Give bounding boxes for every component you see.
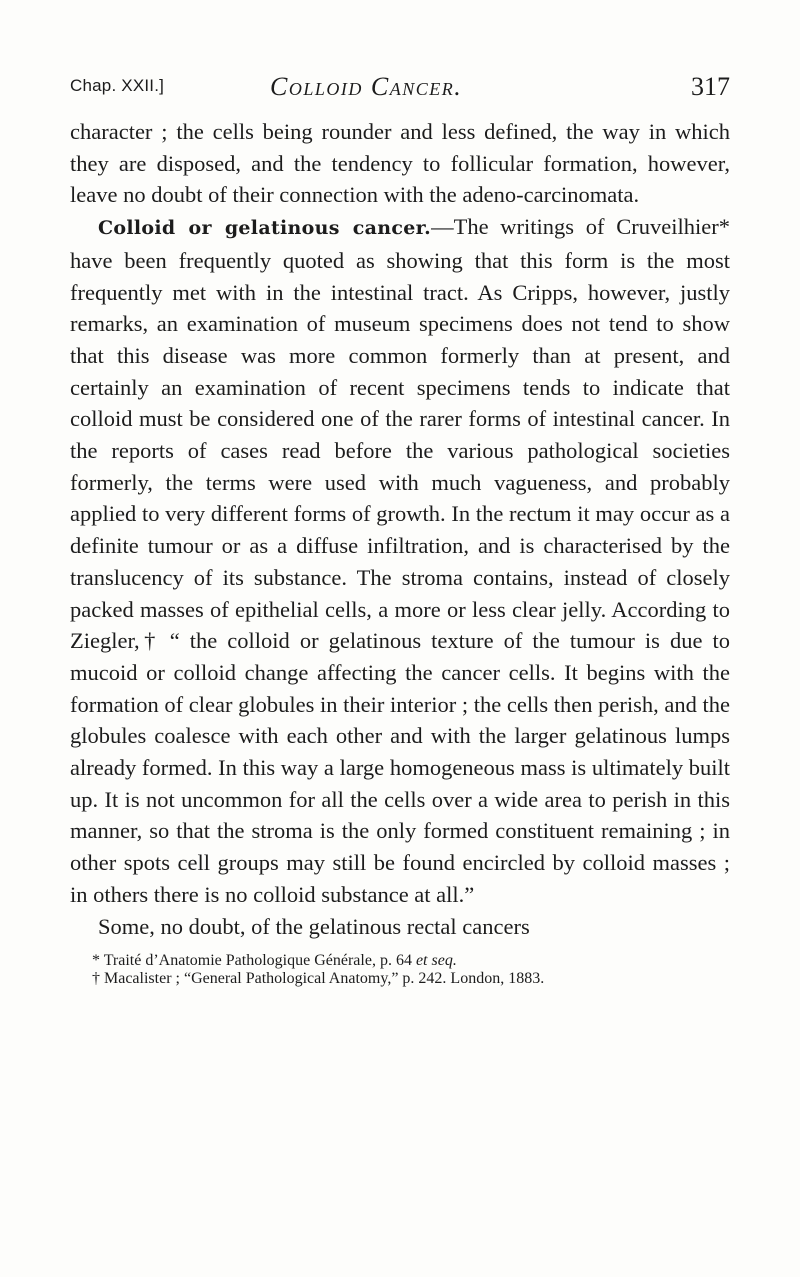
- footnote-1-etseq: et seq.: [415, 952, 457, 970]
- footnote-2: † Macalister ; “General Pathological Anatomy,” p. 242. London, 1883.: [92, 970, 545, 988]
- body-text: [70, 116, 730, 942]
- footnote-1: [70, 952, 730, 970]
- chapter-label: Chap. XXII.]: [70, 76, 165, 95]
- running-title: Colloid Cancer.: [270, 72, 463, 101]
- page-number: 317: [691, 72, 730, 101]
- paragraph-3: Some, no doubt, of the gelatinous rectal cancers: [98, 913, 530, 939]
- running-header: [70, 70, 730, 116]
- paragraph-2-text: —The writings of Cruveilhier* have been frequently quoted as showing that this form is the most frequently met with in the intestinal tract. As Cripps, however, justly remarks, an examination of museum specimens does not tend to show that this disease was more common formerly than at present, and certainly an examination of recent specimens tends to indicate that colloid must be considered one of the rarer forms of intestinal cancer. In the reports of cases read before the various pathological societies formerly, the terms were used with much vagueness, and probably applied to very different forms of growth. In the rectum it may occur as a definite tumour or as a diffuse infiltration, and is characterised by the translucency of its substance. The stroma contains, instead of closely packed masses of epithelial cells, a more or less clear jelly. According to Ziegler,† “ the colloid or gelatinous texture of the tumour is due to mucoid or colloid change affecting the cancer cells. It begins with the formation of clear globules in their interior ; the cells then perish, and the globules coalesce with each other and with the larger gelatinous lumps already formed. In this way a large homogeneous mass is ultimately built up. It is not uncommon for all the cells over a wide area to perish in this manner, so that the stroma is the only formed constituent remaining ; in other spots cell groups may still be found encircled by colloid masses ; in others there is no colloid substance at all.”: [70, 214, 730, 907]
- section-heading: Colloid or gelatinous cancer.: [98, 217, 432, 240]
- paragraph-2: [70, 211, 730, 910]
- book-page: [70, 70, 730, 988]
- footnotes: [70, 952, 730, 988]
- footnote-1-text: * Traité d’Anatomie Pathologique Générale, p. 64: [92, 952, 416, 970]
- paragraph-1: character ; the cells being rounder and less defined, the way in which they are disposed, and the tendency to follicular formation, however, leave no doubt of their connection with the adeno-carcinomata.: [70, 119, 730, 208]
